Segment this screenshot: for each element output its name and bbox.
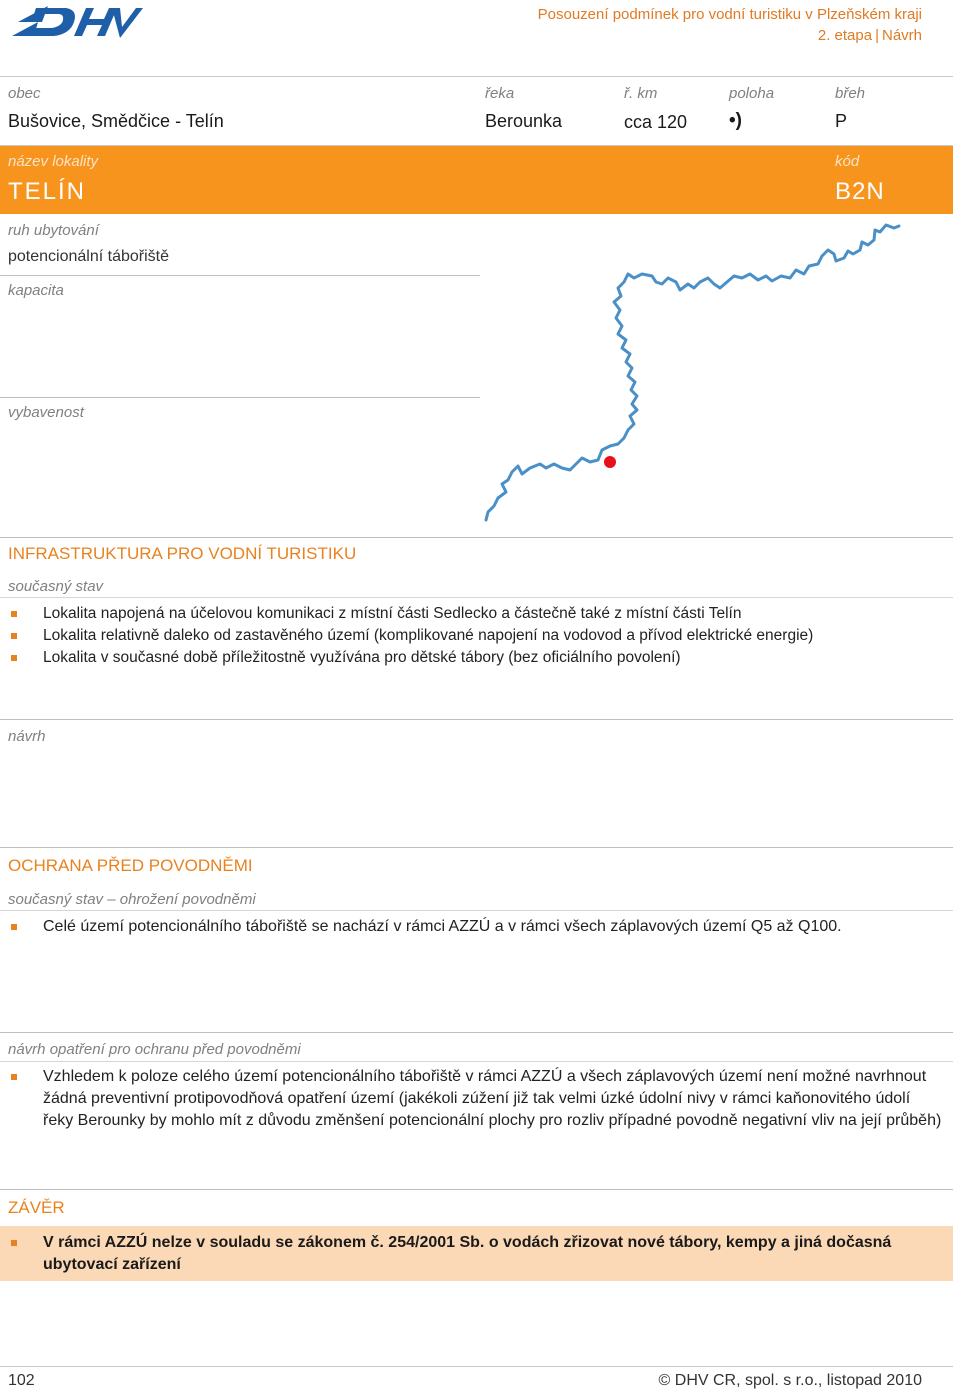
infrastructure-current-label: současný stav — [8, 578, 104, 595]
dhv-logo-icon — [8, 0, 143, 44]
river-map-svg — [482, 218, 912, 532]
list-item-text: Vzhledem k poloze celého území potencionálního tábořiště v rámci AZZÚ a všech záplavových území není možné navrhnout žádná preventivní protipovodňová opatření území (jakékoli zúžení již tak velmi úzké údolní nivy v rámci kaňonovitého údolí řeky Berounky by mohlo mít z důvodu změnšení potencionální plochy pro rozliv případné povodně negativní vliv na její průběh) — [43, 1068, 942, 1129]
list-item — [8, 1232, 938, 1276]
bullet-icon — [11, 924, 17, 930]
list-item — [8, 625, 813, 647]
accommodation-divider — [0, 275, 480, 276]
list-item-text: Lokalita relativně daleko od zastavěného území (komplikované napojení na vodovod a přívod elektrické energie) — [43, 627, 814, 644]
flood-current-divider — [0, 910, 953, 911]
list-item-text: Lokalita v současné době příležitostně využívána pro dětské tábory (bez oficiálního povolení) — [43, 649, 681, 666]
conclusion-title: ZÁVĚR — [8, 1198, 65, 1217]
flood-measures-list — [8, 1066, 943, 1132]
flood-measures-label: návrh opatření pro ochranu před povodněmi — [8, 1041, 301, 1058]
proposal-divider — [0, 719, 953, 720]
locality-code: B2N — [835, 178, 885, 205]
infrastructure-current-divider — [0, 597, 953, 598]
list-item-text: Celé území potencionálního tábořiště se nachází v rámci AZZÚ a v rámci všech záplavových území Q5 až Q100. — [43, 918, 842, 935]
flood-current-list — [8, 916, 938, 938]
locality-name-label: název lokality — [8, 153, 99, 170]
accommodation-value: potencionální tábořiště — [8, 248, 169, 265]
poloha-label: poloha — [729, 85, 775, 102]
list-item — [8, 603, 813, 625]
infrastructure-proposal-label: návrh — [8, 728, 46, 745]
obec-value: Bušovice, Smědčice - Telín — [8, 111, 224, 131]
bullet-icon — [11, 633, 17, 639]
conclusion-box — [0, 1226, 953, 1281]
locality-name: TELÍN — [8, 178, 87, 205]
list-item — [8, 1066, 943, 1132]
separator: | — [875, 27, 879, 44]
poloha-value: •) — [729, 110, 742, 131]
locality-band — [0, 146, 953, 214]
measures-divider — [0, 1032, 953, 1033]
flood-current-label: současný stav – ohrožení povodněmi — [8, 891, 256, 908]
stage-label: 2. etapa — [817, 27, 873, 44]
document-header — [402, 4, 922, 46]
breh-value: P — [835, 111, 848, 131]
location-marker-icon — [604, 456, 616, 468]
capacity-divider — [0, 397, 480, 398]
list-item — [8, 916, 938, 938]
infrastructure-current-list — [8, 603, 813, 669]
company-logo — [8, 0, 143, 44]
reka-label: řeka — [485, 85, 515, 102]
section-label: Návrh — [881, 27, 922, 44]
document-stage-line — [402, 25, 922, 46]
breh-label: břeh — [835, 85, 866, 102]
conclusion-text: V rámci AZZÚ nelze v souladu se zákonem č. 254/2001 Sb. o vodách zřizovat nové tábory, kempy a jiná dočasná ubytovací zařízení — [43, 1234, 892, 1273]
obec-label: obec — [8, 85, 41, 102]
bullet-icon — [11, 1074, 17, 1080]
document-title: Posouzení podmínek pro vodní turistiku v Plzeňském kraji — [537, 6, 922, 23]
conclusion-list — [8, 1232, 938, 1276]
list-item — [8, 647, 813, 669]
equipment-label: vybavenost — [8, 404, 84, 421]
river-map — [482, 218, 912, 532]
footer-divider — [0, 1366, 953, 1367]
accommodation-label: ruh ubytování — [8, 222, 99, 239]
map-bottom-divider — [0, 537, 953, 538]
capacity-label: kapacita — [8, 282, 64, 299]
page-number: 102 — [8, 1372, 35, 1389]
header-divider — [0, 76, 953, 77]
list-item-text: Lokalita napojená na účelovou komunikaci z místní části Sedlecko a částečně také z místní části Telín — [43, 605, 742, 622]
km-label: ř. km — [624, 85, 658, 102]
copyright: © DHV CR, spol. s r.o., listopad 2010 — [658, 1372, 922, 1389]
infrastructure-title: INFRASTRUKTURA PRO VODNÍ TURISTIKU — [8, 544, 357, 563]
locality-code-label: kód — [835, 153, 860, 170]
km-value: cca 120 — [624, 112, 688, 132]
bullet-icon — [11, 1240, 17, 1246]
flood-title: OCHRANA PŘED POVODNĚMI — [8, 856, 253, 875]
flood-divider — [0, 847, 953, 848]
conclusion-divider — [0, 1189, 953, 1190]
bullet-icon — [11, 611, 17, 617]
measures-label-divider — [0, 1061, 953, 1062]
bullet-icon — [11, 655, 17, 661]
river-line — [486, 225, 899, 520]
reka-value: Berounka — [485, 111, 563, 131]
